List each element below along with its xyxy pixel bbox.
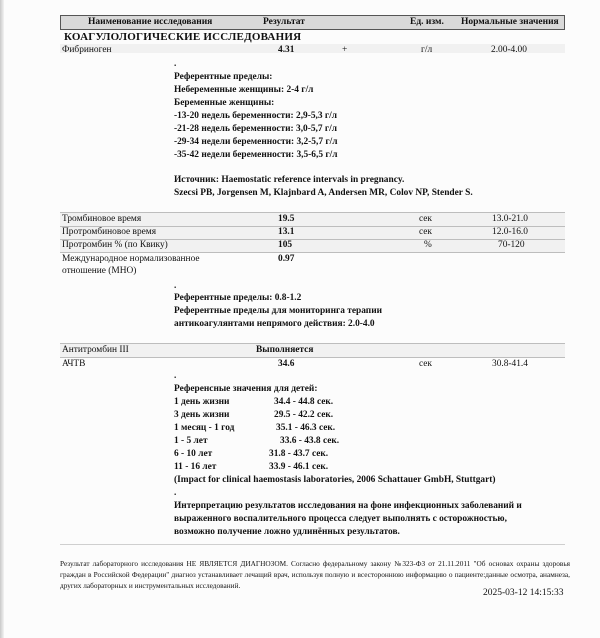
note-line: -21-28 недель беременности: 3,0-5,7 г/л	[174, 124, 338, 134]
row-name: Международное нормализованное	[62, 254, 200, 264]
row-result: Выполняется	[256, 345, 314, 355]
note-dot: .	[174, 488, 177, 498]
warning-line: выраженного воспалительного процесса следует выполнять с осторожностью,	[174, 514, 507, 524]
section-title: КОАГУЛОЛОГИЧЕСКИЕ ИССЛЕДОВАНИЯ	[64, 31, 302, 43]
age-value: 29.5 - 42.2 сек.	[274, 410, 334, 420]
row-flag: +	[342, 45, 348, 55]
footer-disclaimer: Результат лабораторного исследования НЕ ЯВЛЯЕТСЯ ДИАГНОЗОМ. Согласно федеральному закону №323-ФЗ от 21.11.2011 "Об основах охраны здоровья граждан в Российской Федерации" диагноз устанавливает лечащий врач, используя полную и всестороннюю информацию о пациенте:данные осмотра, анамнеза, других лабораторных и инструментальных исследований.	[60, 559, 570, 590]
age-label: 6 - 10 лет	[174, 449, 213, 459]
note-dot: .	[174, 281, 177, 291]
age-value: 31.8 - 43.7 сек.	[269, 449, 329, 459]
row-norm: 13.0-21.0	[492, 214, 528, 224]
row-divider	[60, 212, 565, 213]
note-line: -13-20 недель беременности: 2,9-5,3 г/л	[174, 111, 338, 121]
note-line: -29-34 недели беременности: 3,2-5,7 г/л	[174, 137, 338, 147]
note-source-authors: Szecsi PB, Jorgensen M, Klajnbard A, Andersen MR, Colov NP, Stender S.	[174, 188, 473, 198]
warning-line: Интерпретацию результатов исследования на фоне инфекционных заболеваний и	[174, 501, 522, 511]
note-source: Источник: Haemostatic reference intervals in pregnancy.	[174, 175, 405, 185]
row-norm: 12.0-16.0	[492, 227, 528, 237]
row-name-cont: отношение (МНО)	[62, 266, 137, 276]
age-label: 1 месяц - 1 год	[174, 423, 235, 433]
row-unit: г/л	[421, 45, 433, 55]
row-norm: 30.8-41.4	[492, 359, 528, 369]
row-name: Антитромбин III	[62, 345, 129, 355]
header-unit: Ед. изм.	[410, 17, 444, 27]
note-line: Референсные значения для детей:	[174, 384, 318, 394]
row-unit: сек	[419, 227, 432, 237]
row-band-fibrinogen	[60, 44, 565, 53]
row-name: Протромбиновое время	[62, 227, 157, 237]
note-dot: .	[174, 59, 177, 69]
age-value: 34.4 - 44.8 сек.	[274, 397, 334, 407]
row-result: 13.1	[278, 227, 295, 237]
age-label: 3 день жизни	[174, 410, 230, 420]
note-source: (Impact for clinical haemostasis laboratories, 2006 Schattauer GmbH, Stuttgart)	[174, 475, 496, 485]
row-divider	[60, 357, 565, 358]
warning-line: возможно получение ложно удлинённых результатов.	[174, 527, 400, 537]
row-name: Тромбиновое время	[62, 214, 142, 224]
row-result: 105	[278, 240, 293, 250]
footer-divider	[60, 544, 565, 545]
row-name: Фибриноген	[62, 45, 112, 55]
age-value: 35.1 - 46.3 сек.	[276, 423, 336, 433]
table-header	[60, 15, 565, 30]
page-edge-shadow	[0, 0, 4, 638]
note-line: Небеременные женщины: 2-4 г/л	[174, 85, 314, 95]
header-norm: Нормальные значения	[461, 17, 559, 27]
report-timestamp: 2025-03-12 14:15:33	[483, 588, 564, 598]
note-line: Беременные женщины:	[174, 98, 275, 108]
age-value: 33.9 - 46.1 сек.	[269, 462, 329, 472]
row-name: Протромбин % (по Квику)	[62, 240, 168, 250]
row-norm: 70-120	[498, 240, 525, 250]
row-name: АЧТВ	[62, 359, 86, 369]
header-result: Результат	[263, 17, 305, 27]
row-result: 0.97	[278, 254, 295, 264]
row-result: 4.31	[278, 45, 295, 55]
row-unit: сек	[419, 214, 432, 224]
row-result: 19.5	[278, 214, 295, 224]
header-name: Наименование исследования	[88, 17, 213, 27]
note-line: Референтные пределы для мониторинга терапии	[174, 306, 383, 316]
row-divider	[60, 252, 565, 253]
note-line: Референтные пределы:	[174, 72, 273, 82]
note-line: антикоагулянтами непрямого действия: 2.0-4.0	[174, 319, 375, 329]
row-divider	[60, 343, 565, 344]
age-label: 11 - 16 лет	[174, 462, 217, 472]
row-unit: %	[424, 240, 432, 250]
row-unit: сек	[419, 359, 432, 369]
age-value: 33.6 - 43.8 сек.	[280, 436, 340, 446]
note-line: Референтные пределы: 0.8-1.2	[174, 293, 302, 303]
row-norm: 2.00-4.00	[491, 45, 527, 55]
age-label: 1 день жизни	[174, 397, 230, 407]
age-label: 1 - 5 лет	[174, 436, 208, 446]
note-line: -35-42 недели беременности: 3,5-6,5 г/л	[174, 150, 338, 160]
row-result: 34.6	[278, 359, 295, 369]
note-dot: .	[174, 371, 177, 381]
